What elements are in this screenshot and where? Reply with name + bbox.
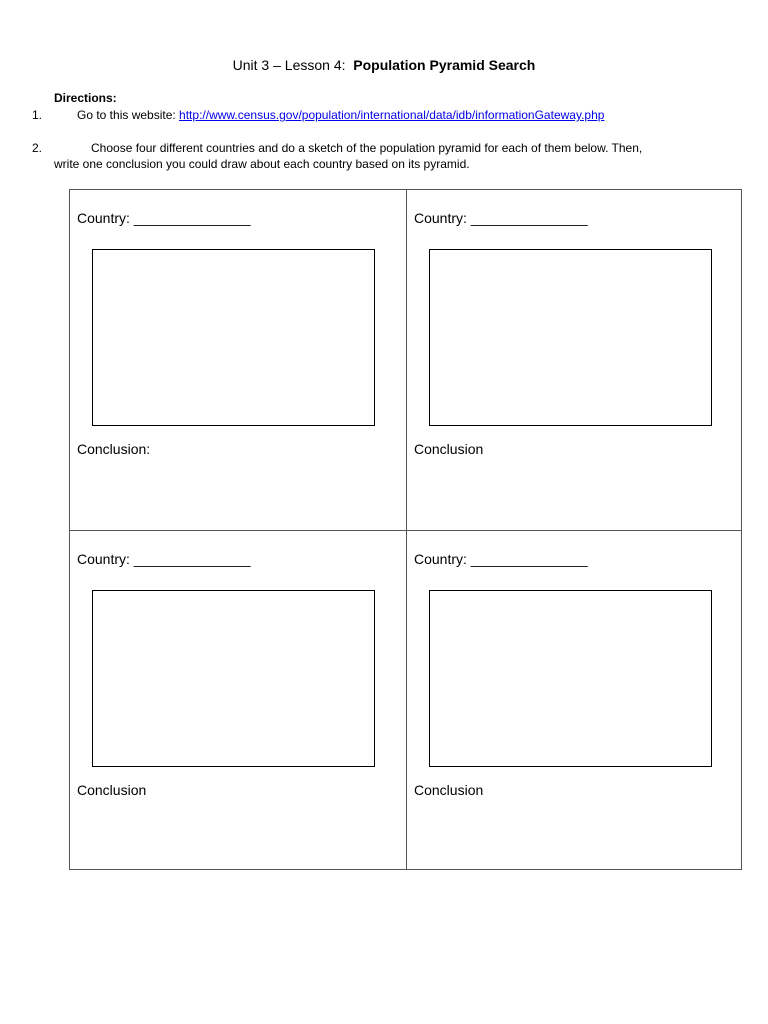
- pyramid-sketch-box: [429, 590, 712, 767]
- conclusion-label: Conclusion:: [77, 441, 151, 457]
- page-title: [0, 56, 768, 74]
- title-main: Population Pyramid Search: [353, 57, 536, 73]
- item-2-number: 2.: [32, 141, 43, 155]
- conclusion-label: Conclusion: [414, 782, 484, 798]
- country-label: Country: _______________: [414, 210, 588, 226]
- title-prefix: Unit 3 – Lesson 4:: [232, 57, 346, 73]
- directions-heading: Directions:: [54, 91, 117, 105]
- country-label: Country: _______________: [77, 551, 251, 567]
- pyramid-sketch-box: [429, 249, 712, 426]
- country-label: Country: _______________: [414, 551, 588, 567]
- pyramid-sketch-box: [92, 249, 375, 426]
- country-label: Country: _______________: [77, 210, 251, 226]
- item-2-line-1: Choose four different countries and do a sketch of the population pyramid for each of them below. Then,: [91, 141, 643, 155]
- item-1-text: [77, 107, 604, 123]
- census-website-link[interactable]: http://www.census.gov/population/international/data/idb/informationGateway.php: [179, 108, 605, 122]
- pyramid-sketch-box: [92, 590, 375, 767]
- country-cell-2: [407, 190, 741, 531]
- conclusion-label: Conclusion: [77, 782, 147, 798]
- item-1-lead: Go to this website:: [77, 108, 180, 122]
- item-1-number: 1.: [32, 108, 43, 122]
- conclusion-label: Conclusion: [414, 441, 484, 457]
- country-cell-4: [407, 531, 741, 869]
- item-2-line-2: write one conclusion you could draw about each country based on its pyramid.: [54, 157, 470, 171]
- pyramid-grid: [69, 189, 742, 870]
- country-cell-1: [70, 190, 407, 531]
- country-cell-3: [70, 531, 407, 869]
